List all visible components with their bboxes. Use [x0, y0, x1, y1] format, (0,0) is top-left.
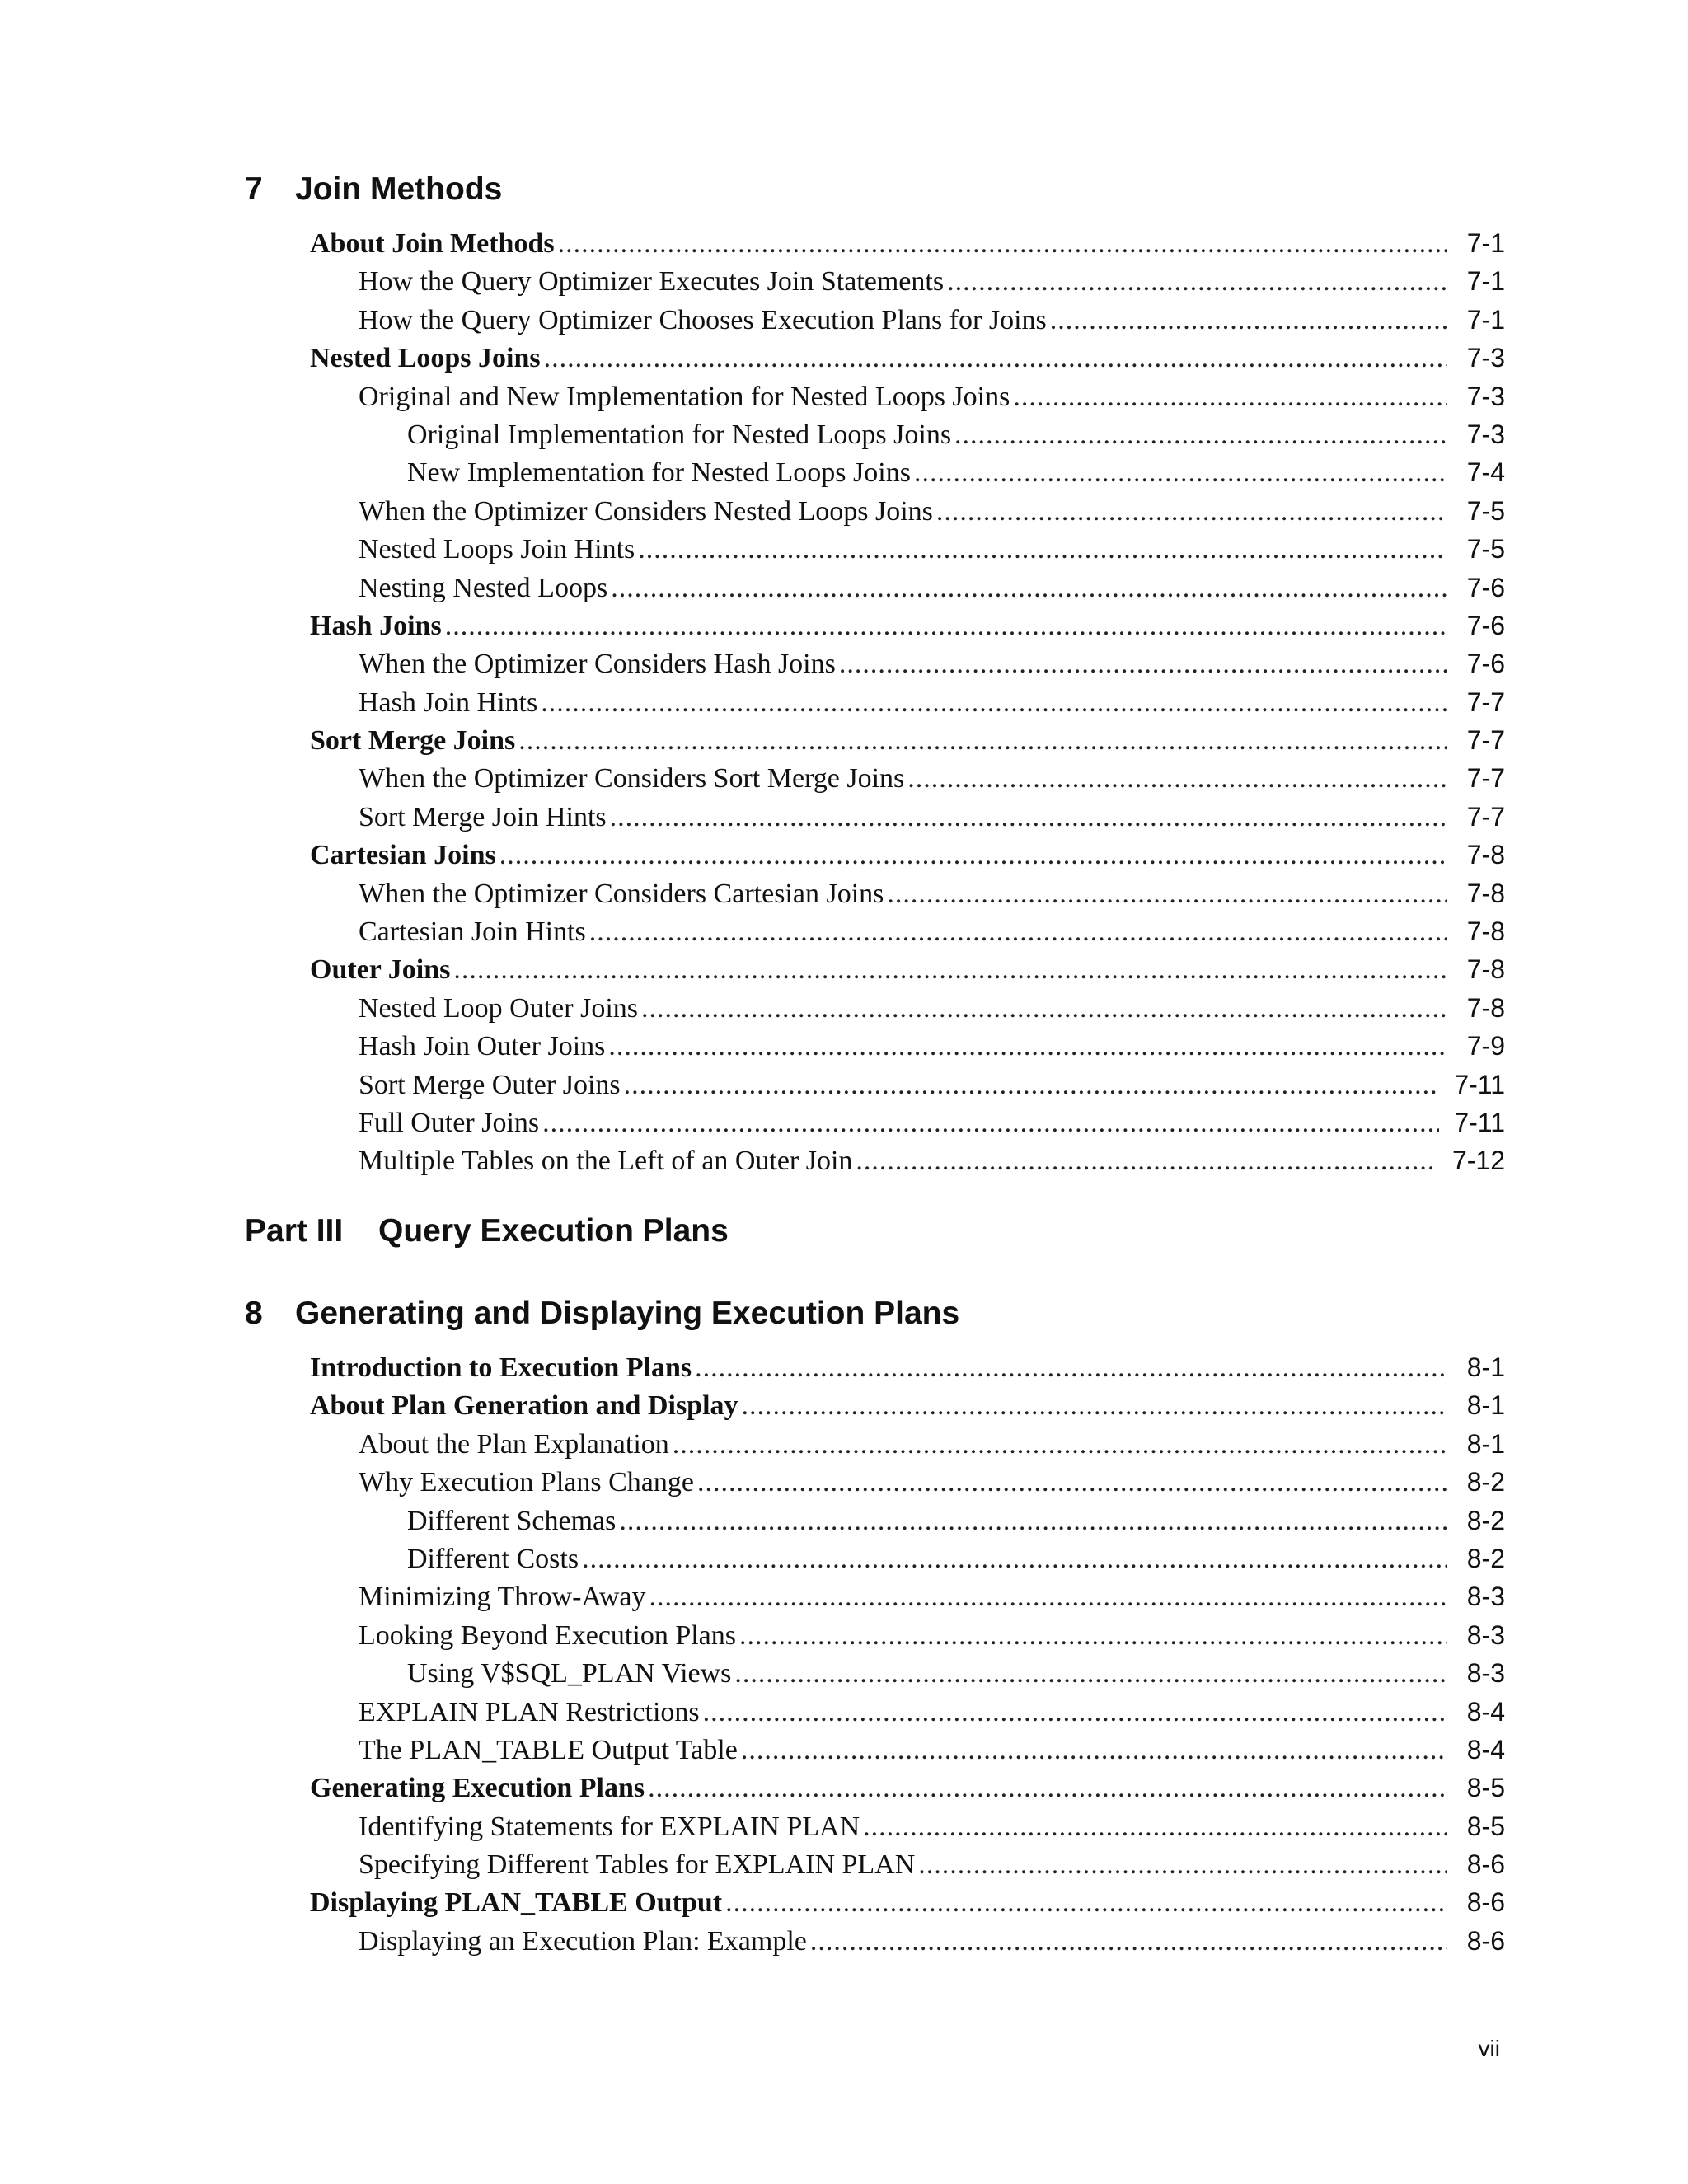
toc-entry-title: When the Optimizer Considers Sort Merge Joins	[359, 763, 905, 794]
toc-entry[interactable]	[310, 1731, 1505, 1769]
toc-entry-title: Original Implementation for Nested Loops Joins	[407, 419, 952, 450]
toc-entry[interactable]	[310, 1348, 1505, 1386]
toc-entry-page: 7-11	[1454, 1107, 1505, 1137]
toc-entry-title: Minimizing Throw-Away	[359, 1582, 646, 1613]
toc-entry-page: 7-7	[1466, 801, 1505, 832]
toc-entry-title: Hash Join Hints	[359, 687, 538, 718]
toc-entry-page: 8-3	[1466, 1619, 1505, 1650]
toc-entry[interactable]	[310, 262, 1505, 300]
toc-entry[interactable]	[310, 492, 1505, 530]
toc-entry-page: 8-3	[1466, 1658, 1505, 1689]
toc-entry-page: 7-8	[1466, 954, 1505, 985]
part-title: Query Execution Plans	[378, 1213, 729, 1249]
toc-entry-page: 7-12	[1451, 1146, 1505, 1176]
toc-entry-page: 7-1	[1466, 304, 1505, 335]
dot-leader	[610, 799, 1447, 837]
toc-entry[interactable]	[310, 569, 1505, 607]
toc-entry-page: 7-9	[1466, 1031, 1505, 1062]
toc-entry-title: Identifying Statements for EXPLAIN PLAN	[359, 1811, 860, 1842]
toc-entry-page: 7-1	[1466, 266, 1505, 297]
dot-leader	[739, 1617, 1447, 1655]
dot-leader	[936, 493, 1447, 531]
toc-entry[interactable]	[310, 453, 1505, 491]
toc-entry[interactable]	[310, 683, 1505, 721]
toc-entry-page: 8-2	[1466, 1505, 1505, 1535]
toc-entry[interactable]	[310, 530, 1505, 568]
toc-entry-page: 7-6	[1466, 649, 1505, 679]
toc-entry-page: 7-7	[1466, 687, 1505, 717]
toc-entry-title: Outer Joins	[310, 954, 451, 986]
part-label: Part III	[245, 1213, 344, 1249]
toc-entry[interactable]	[310, 224, 1505, 262]
dot-leader	[741, 1732, 1447, 1769]
toc-entry-title: Why Execution Plans Change	[359, 1467, 694, 1498]
toc-entry[interactable]	[310, 1386, 1505, 1424]
dot-leader	[518, 722, 1447, 760]
dot-leader	[725, 1884, 1447, 1922]
dot-leader	[907, 760, 1447, 798]
toc-entry-title: When the Optimizer Considers Cartesian Joins	[359, 878, 884, 909]
dot-leader	[608, 1028, 1447, 1066]
toc-entry[interactable]	[310, 1027, 1505, 1065]
toc-entry-title: Displaying PLAN_TABLE Output	[310, 1887, 723, 1919]
toc-entry-title: Introduction to Execution Plans	[310, 1352, 692, 1383]
toc-entry[interactable]	[310, 989, 1505, 1027]
toc-entry-page: 7-8	[1466, 878, 1505, 908]
toc-entry-page: 7-7	[1466, 763, 1505, 794]
dot-leader	[582, 1540, 1447, 1578]
toc-entry[interactable]	[310, 607, 1505, 644]
page-number: vii	[1478, 2036, 1500, 2061]
toc-entry-title: Multiple Tables on the Left of an Outer Join	[359, 1146, 853, 1177]
toc-entry-title: Nested Loops Joins	[310, 343, 541, 374]
dot-leader	[914, 454, 1447, 492]
toc-entry-title: Sort Merge Join Hints	[359, 801, 607, 832]
toc-entry[interactable]	[310, 1463, 1505, 1501]
toc-entry-title: About Join Methods	[310, 228, 555, 259]
toc-entry-title: About the Plan Explanation	[359, 1428, 669, 1460]
toc-entry-title: How the Query Optimizer Executes Join Statements	[359, 266, 945, 298]
toc-entry-title: Nested Loops Join Hints	[359, 534, 635, 565]
dot-leader	[673, 1426, 1447, 1464]
toc-entry-title: The PLAN_TABLE Output Table	[359, 1734, 738, 1765]
dot-leader	[947, 263, 1447, 301]
toc-entry[interactable]	[310, 950, 1505, 988]
toc-entry-page: 7-3	[1466, 381, 1505, 411]
toc-entry-page: 7-5	[1466, 495, 1505, 526]
toc-entry-title: About Plan Generation and Display	[310, 1390, 738, 1422]
dot-leader	[697, 1464, 1447, 1502]
toc-entry-page: 8-1	[1466, 1352, 1505, 1382]
toc-chapter-8	[310, 1348, 1505, 1960]
toc-entry-page: 7-8	[1466, 916, 1505, 947]
toc-entry-page: 8-1	[1466, 1390, 1505, 1421]
dot-leader	[742, 1387, 1447, 1425]
toc-entry[interactable]	[310, 1883, 1505, 1921]
toc-entry-title: When the Optimizer Considers Nested Loops Joins	[359, 495, 933, 527]
toc-entry-title: Specifying Different Tables for EXPLAIN PLAN	[359, 1849, 916, 1881]
toc-entry[interactable]	[310, 1104, 1505, 1141]
dot-leader	[445, 607, 1447, 645]
toc-entry-title: Nested Loop Outer Joins	[359, 992, 639, 1024]
toc-entry[interactable]	[310, 1845, 1505, 1883]
dot-leader	[648, 1769, 1447, 1807]
toc-entry-page: 7-3	[1466, 419, 1505, 449]
toc-entry[interactable]	[310, 377, 1505, 415]
dot-leader	[558, 225, 1447, 263]
toc-entry-title: EXPLAIN PLAN Restrictions	[359, 1696, 700, 1727]
toc-entry-page: 7-11	[1454, 1069, 1505, 1099]
toc-entry[interactable]	[310, 1769, 1505, 1807]
chapter-7-heading	[245, 170, 502, 209]
toc-entry-title: Different Schemas	[407, 1505, 617, 1536]
toc-entry[interactable]	[310, 1540, 1505, 1577]
dot-leader	[638, 531, 1447, 569]
dot-leader	[863, 1808, 1447, 1846]
toc-entry[interactable]	[310, 721, 1505, 759]
toc-entry-title: Looking Beyond Execution Plans	[359, 1619, 737, 1651]
dot-leader	[611, 569, 1447, 607]
toc-entry-page: 8-2	[1466, 1467, 1505, 1497]
chapter-number: 7	[245, 171, 263, 207]
dot-leader	[1013, 378, 1447, 416]
toc-entry-title: Generating Execution Plans	[310, 1773, 645, 1804]
toc-entry-page: 8-2	[1466, 1543, 1505, 1573]
dot-leader	[1050, 302, 1447, 340]
toc-entry-page: 7-6	[1466, 572, 1505, 602]
toc-entry[interactable]	[310, 1807, 1505, 1845]
toc-entry-title: Hash Join Outer Joins	[359, 1031, 606, 1062]
dot-leader	[649, 1578, 1447, 1616]
toc-entry-title: When the Optimizer Considers Hash Joins	[359, 649, 836, 680]
toc-entry-title: New Implementation for Nested Loops Joins	[407, 457, 911, 489]
dot-leader	[542, 1104, 1439, 1142]
dot-leader	[918, 1846, 1447, 1884]
toc-entry-page: 8-6	[1466, 1887, 1505, 1918]
toc-entry[interactable]	[310, 1577, 1505, 1615]
toc-entry-title: Full Outer Joins	[359, 1107, 540, 1138]
toc-entry-title: Sort Merge Joins	[310, 725, 516, 757]
dot-leader	[624, 1066, 1440, 1104]
toc-entry-page: 7-8	[1466, 840, 1505, 870]
toc-entry[interactable]	[310, 1693, 1505, 1731]
toc-entry[interactable]	[310, 301, 1505, 339]
dot-leader	[544, 340, 1447, 377]
toc-entry[interactable]	[310, 1616, 1505, 1654]
toc-entry-page: 8-5	[1466, 1773, 1505, 1803]
dot-leader	[641, 990, 1447, 1028]
dot-leader	[887, 875, 1447, 913]
dot-leader	[695, 1349, 1447, 1387]
toc-entry[interactable]	[310, 1066, 1505, 1104]
toc-entry-page: 7-4	[1466, 457, 1505, 488]
toc-entry-page: 8-4	[1466, 1696, 1505, 1727]
chapter-number: 8	[245, 1296, 263, 1331]
toc-entry[interactable]	[310, 1922, 1505, 1960]
toc-entry-page: 7-8	[1466, 992, 1505, 1023]
toc-entry[interactable]	[310, 759, 1505, 797]
dot-leader	[619, 1502, 1447, 1540]
dot-leader	[839, 645, 1447, 683]
dot-leader	[499, 837, 1447, 874]
toc-entry-title: Using V$SQL_PLAN Views	[407, 1658, 732, 1690]
dot-leader	[856, 1142, 1437, 1180]
chapter-title: Generating and Displaying Execution Plans	[295, 1296, 960, 1331]
toc-entry[interactable]	[310, 836, 1505, 874]
toc-entry-page: 8-4	[1466, 1734, 1505, 1765]
toc-entry-title: Displaying an Execution Plan: Example	[359, 1925, 807, 1957]
toc-entry[interactable]	[310, 1502, 1505, 1540]
toc-entry-title: Nesting Nested Loops	[359, 572, 608, 603]
toc-entry-page: 7-7	[1466, 725, 1505, 756]
toc-chapter-7	[310, 224, 1505, 1180]
toc-entry[interactable]	[310, 415, 1505, 453]
toc-entry-title: Cartesian Join Hints	[359, 916, 586, 948]
toc-entry-page: 7-1	[1466, 228, 1505, 258]
toc-entry-title: Different Costs	[407, 1543, 579, 1574]
toc-entry-page: 8-6	[1466, 1925, 1505, 1956]
dot-leader	[453, 951, 1447, 989]
toc-entry[interactable]	[310, 874, 1505, 912]
toc-entry-page: 8-5	[1466, 1811, 1505, 1841]
dot-leader	[703, 1694, 1447, 1732]
part-heading	[245, 1212, 729, 1251]
toc-entry[interactable]	[310, 1654, 1505, 1692]
toc-entry[interactable]	[310, 798, 1505, 836]
toc-entry-page: 7-6	[1466, 610, 1505, 640]
toc-entry-title: Cartesian Joins	[310, 840, 496, 871]
toc-entry-title: How the Query Optimizer Chooses Execution Plans for Joins	[359, 304, 1047, 335]
dot-leader	[541, 684, 1447, 722]
toc-entry-page: 8-6	[1466, 1849, 1505, 1880]
dot-leader	[734, 1655, 1447, 1693]
toc-entry-title: Original and New Implementation for Nested Loops Joins	[359, 381, 1010, 412]
toc-entry[interactable]	[310, 912, 1505, 950]
toc-entry-page: 8-3	[1466, 1582, 1505, 1612]
chapter-title: Join Methods	[295, 171, 503, 207]
chapter-8-heading	[245, 1294, 959, 1333]
dot-leader	[810, 1923, 1447, 1961]
toc-entry[interactable]	[310, 1141, 1505, 1179]
toc-entry-page: 8-1	[1466, 1428, 1505, 1459]
toc-entry[interactable]	[310, 339, 1505, 377]
toc-entry-page: 7-3	[1466, 343, 1505, 373]
toc-entry[interactable]	[310, 644, 1505, 682]
dot-leader	[589, 913, 1447, 951]
dot-leader	[954, 416, 1447, 454]
toc-entry-page: 7-5	[1466, 534, 1505, 565]
toc-entry-title: Sort Merge Outer Joins	[359, 1069, 621, 1100]
toc-entry-title: Hash Joins	[310, 610, 442, 641]
toc-entry[interactable]	[310, 1425, 1505, 1463]
